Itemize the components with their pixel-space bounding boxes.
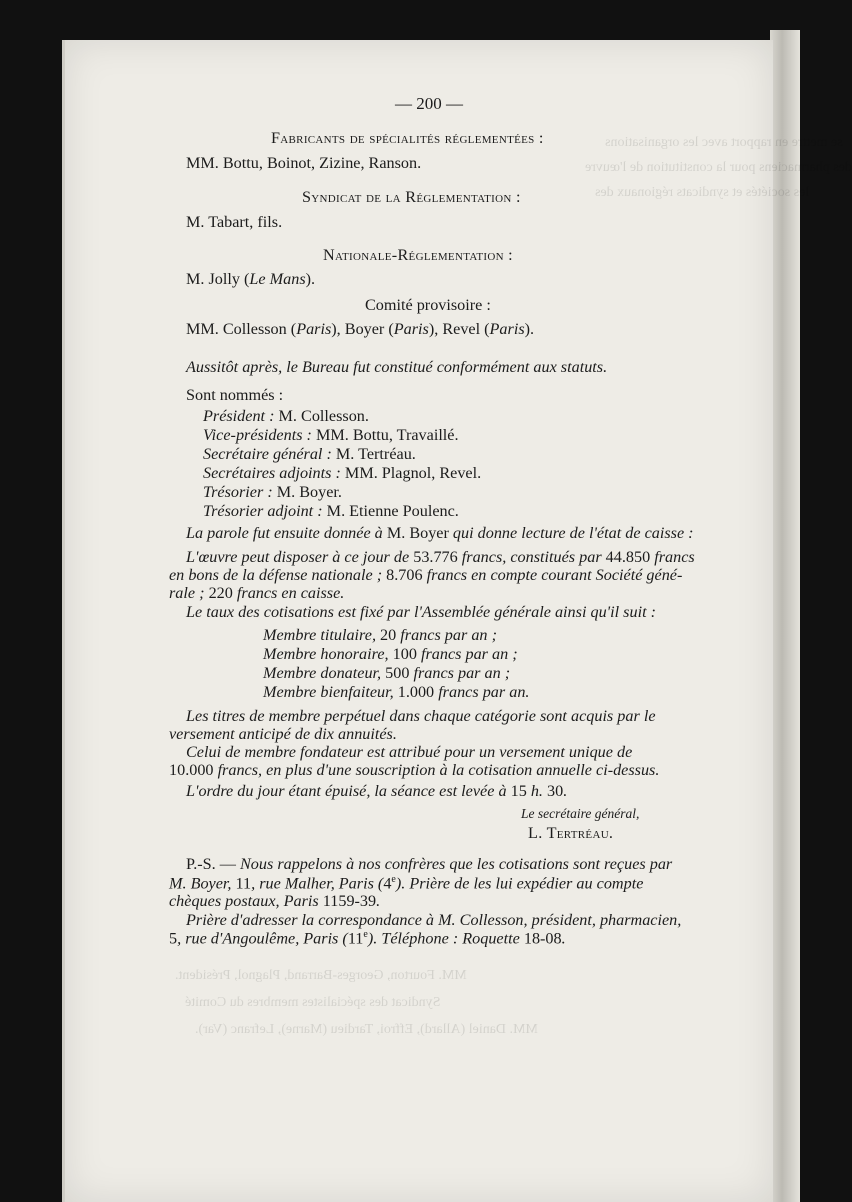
text: Membre donateur, <box>263 664 386 682</box>
caisse-line <box>169 566 682 585</box>
text: MM. Collesson ( <box>186 320 297 338</box>
text: La parole fut ensuite donnée à <box>186 524 387 542</box>
bleed-line: se mettre en rapport avec les organisations <box>605 135 843 150</box>
text: e <box>363 929 368 940</box>
officer-line <box>203 483 342 502</box>
text: L'œuvre peut disposer à ce jour de <box>186 548 414 566</box>
fondateur-line <box>186 743 632 762</box>
text: francs <box>650 548 695 566</box>
text: rale ; <box>169 584 209 602</box>
text: 1159-39 <box>322 892 377 910</box>
text: 15 <box>510 782 527 800</box>
text: francs par an. <box>434 683 530 701</box>
officer-line <box>203 464 481 483</box>
text: 5 <box>169 929 178 948</box>
text: M. Boyer <box>386 524 449 542</box>
text: versement anticipé de dix annuités. <box>169 725 397 743</box>
text: ). <box>524 320 535 338</box>
text: , rue Malher, Paris ( <box>251 874 384 893</box>
member-line <box>263 626 497 645</box>
ps-line <box>186 855 672 874</box>
text: M. Boyer, <box>169 874 236 893</box>
text: MM. Bottu, Travaillé. <box>311 426 459 444</box>
text: 500 <box>385 664 410 682</box>
text: Le secrétaire général, <box>521 806 640 821</box>
text: Paris <box>489 320 525 338</box>
fondateur-line <box>169 761 659 780</box>
page-text <box>65 40 773 1202</box>
text: Vice-présidents : <box>203 426 312 444</box>
text: Les titres de membre perpétuel dans chaque catégorie sont acquis par le <box>186 707 656 725</box>
officer-line <box>203 445 416 464</box>
text: francs par an ; <box>416 645 518 663</box>
bleed-line: les sociétés et syndicats régionaux des <box>595 185 810 200</box>
text: 20 <box>380 626 397 644</box>
text: francs, constitués par <box>457 548 606 566</box>
bureau-line <box>186 358 607 377</box>
text: Nous rappelons à nos confrères que les cotisations sont reçues par <box>239 855 673 873</box>
text: francs par an ; <box>396 626 497 644</box>
text: 4 <box>383 874 392 893</box>
text: M. Tertréau. <box>331 445 416 463</box>
text: ), Revel ( <box>428 320 490 338</box>
caisse-line <box>169 584 344 603</box>
text: P.-S. — <box>186 855 240 873</box>
parole-line <box>186 524 694 543</box>
signature-title <box>521 806 639 822</box>
member-line <box>263 645 518 664</box>
text: Le Mans <box>249 270 306 288</box>
text: Le taux des cotisations est fixé par l'Assemblée générale ainsi qu'il suit : <box>186 603 656 621</box>
text: Membre bienfaiteur, <box>263 683 398 701</box>
caisse-line <box>186 548 695 567</box>
section-heading: Fabricants de spécialités réglementées : <box>271 129 544 147</box>
adjacent-page-edge <box>770 30 800 1202</box>
text: 8.706 <box>386 566 423 584</box>
bleed-line: Syndicat des spécialistes membres du Comité <box>185 995 441 1010</box>
adresse-line <box>186 911 681 930</box>
text: Trésorier adjoint : <box>203 502 323 520</box>
text: Trésorier : <box>203 483 273 501</box>
text: . <box>376 892 381 910</box>
text: francs en caisse. <box>232 584 345 602</box>
text: francs en compte courant Société géné- <box>422 566 683 584</box>
text: Secrétaire général : <box>203 445 332 463</box>
text: . <box>563 782 568 800</box>
bleed-line: des pharmaciens pour la constitution de l'œuvre <box>585 160 852 175</box>
text: 100 <box>392 645 417 663</box>
text: Celui de membre fondateur est attribué pour un versement unique de <box>186 743 633 761</box>
text: 220 <box>208 584 233 602</box>
text: ), Boyer ( <box>331 320 394 338</box>
text: M. Boyer. <box>272 483 342 501</box>
text: ). Téléphone : Roquette <box>367 929 524 948</box>
text: Membre titulaire, <box>263 626 381 644</box>
text: en bons de la défense nationale ; <box>169 566 387 584</box>
sont-nommes: Sont nommés : <box>186 386 284 404</box>
text: MM. Plagnol, Revel. <box>340 464 482 482</box>
committee-line <box>186 320 534 339</box>
text: M. Etienne Poulenc. <box>322 502 459 520</box>
text: M. Collesson. <box>274 407 369 425</box>
text: 11 <box>347 929 364 948</box>
text: Paris <box>296 320 332 338</box>
text: 1.000 <box>397 683 435 701</box>
text: francs par an ; <box>409 664 511 682</box>
text: qui donne lecture de l'état de caisse : <box>448 524 694 542</box>
text: h. <box>526 782 548 800</box>
text: francs, en plus d'une souscription à la cotisation annuelle ci-dessus. <box>213 761 660 779</box>
text: , rue d'Angoulême, Paris ( <box>177 929 348 948</box>
text: Prière d'adresser la correspondance à M. Collesson, président, pharmacien, <box>186 911 682 929</box>
text: L'ordre du jour étant épuisé, la séance est levée à <box>186 782 511 800</box>
text: 10.000 <box>169 761 214 779</box>
member-line <box>263 683 529 702</box>
officer-line <box>203 502 459 521</box>
officer-line <box>203 407 369 426</box>
titres-line <box>186 707 656 726</box>
section-body: M. Tabart, fils. <box>186 213 283 231</box>
text: ). Prière de les lui expédier au compte <box>395 874 644 893</box>
bleed-line: MM. Fourton, Georges-Barrand, Plagnol, Président. <box>175 968 467 983</box>
bleed-line: MM. Daniel (Allard), Effroi, Tardieu (Marne), Lefranc (Var). <box>195 1022 538 1037</box>
page-number: — 200 — <box>395 94 463 113</box>
section-body <box>186 270 315 289</box>
member-line <box>263 664 510 683</box>
text: ). <box>305 270 316 288</box>
section-heading: Syndicat de la Réglementation : <box>302 188 521 206</box>
section-heading: Nationale-Réglementation : <box>323 246 513 264</box>
text: Paris <box>393 320 429 338</box>
text: M. Jolly ( <box>186 270 250 288</box>
text: chèques postaux, Paris <box>169 892 323 910</box>
officer-line <box>203 426 459 445</box>
text: Secrétaires adjoints : <box>203 464 341 482</box>
text: 11 <box>235 874 252 893</box>
titres-line <box>169 725 397 744</box>
text: e <box>391 874 396 885</box>
signature-name: L. Tertréau. <box>528 824 614 842</box>
ordre-line <box>186 782 567 801</box>
text: 30 <box>547 782 564 800</box>
ps-line <box>169 874 643 893</box>
section-body: MM. Bottu, Boinot, Zizine, Ranson. <box>186 154 422 172</box>
text: 18-08 <box>523 929 562 948</box>
adresse-line <box>169 929 566 948</box>
text: 44.850 <box>605 548 651 566</box>
section-heading: Comité provisoire : <box>365 296 491 314</box>
text: . <box>561 929 566 948</box>
document-page <box>62 40 852 1202</box>
text: Aussitôt après, le Bureau fut constitué conformément aux statuts. <box>186 358 608 376</box>
ps-line <box>169 892 380 911</box>
text: Membre honoraire, <box>263 645 393 663</box>
taux-line <box>186 603 656 622</box>
text: Président : <box>203 407 275 425</box>
text: 53.776 <box>413 548 458 566</box>
